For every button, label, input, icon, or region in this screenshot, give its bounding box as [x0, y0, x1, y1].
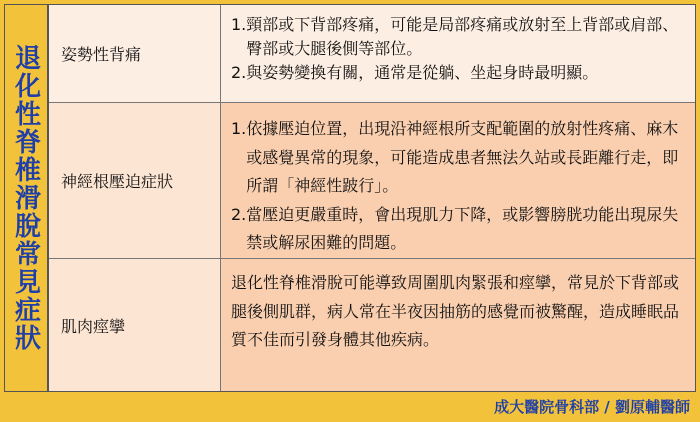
credit-text: 成大醫院骨科部 / 劉原輔醫師	[494, 398, 690, 416]
table-row	[49, 259, 695, 391]
row-label: 肌肉痙攣	[49, 259, 221, 391]
sidebar-title: 退化性脊椎滑脫常見症狀	[10, 44, 41, 352]
row-content	[221, 103, 695, 258]
item-text: 依據壓迫位置，出現沿神經根所支配範圍的放射性疼痛、麻木或感覺異常的現象，可能造成患者無法久站或長距離行走，即所謂「神經性跛行」。	[246, 119, 679, 195]
sidebar	[4, 4, 48, 392]
row-paragraph: 退化性脊椎滑脫可能導致周圍肌肉緊張和痙攣，常見於下背部或腿後側肌群，病人常在半夜因抽筋的感覺而被驚醒，造成睡眠品質不佳而引發身體其他疾病。	[221, 259, 695, 391]
symptom-table	[48, 4, 696, 392]
list-item	[231, 115, 685, 201]
item-text: 當壓迫更嚴重時，會出現肌力下降，或影響膀胱功能出現尿失禁或解尿困難的問題。	[246, 204, 679, 252]
list-item	[231, 13, 685, 61]
item-number: 1.	[231, 15, 247, 34]
item-number: 2.	[231, 204, 247, 224]
row-label: 神經根壓迫症狀	[49, 103, 221, 258]
table-row	[49, 5, 695, 103]
item-text: 與姿勢變換有關，通常是從躺、坐起身時最明顯。	[246, 63, 599, 82]
item-number: 1.	[231, 119, 247, 138]
item-number: 2.	[231, 63, 247, 82]
list-item	[231, 61, 685, 85]
row-label: 姿勢性背痛	[49, 5, 221, 102]
table-row	[49, 103, 695, 259]
list-item	[231, 201, 685, 258]
row-content	[221, 5, 695, 102]
item-text: 頸部或下背部疼痛，可能是局部疼痛或放射至上背部或肩部、臀部或大腿後側等部位。	[246, 15, 679, 58]
